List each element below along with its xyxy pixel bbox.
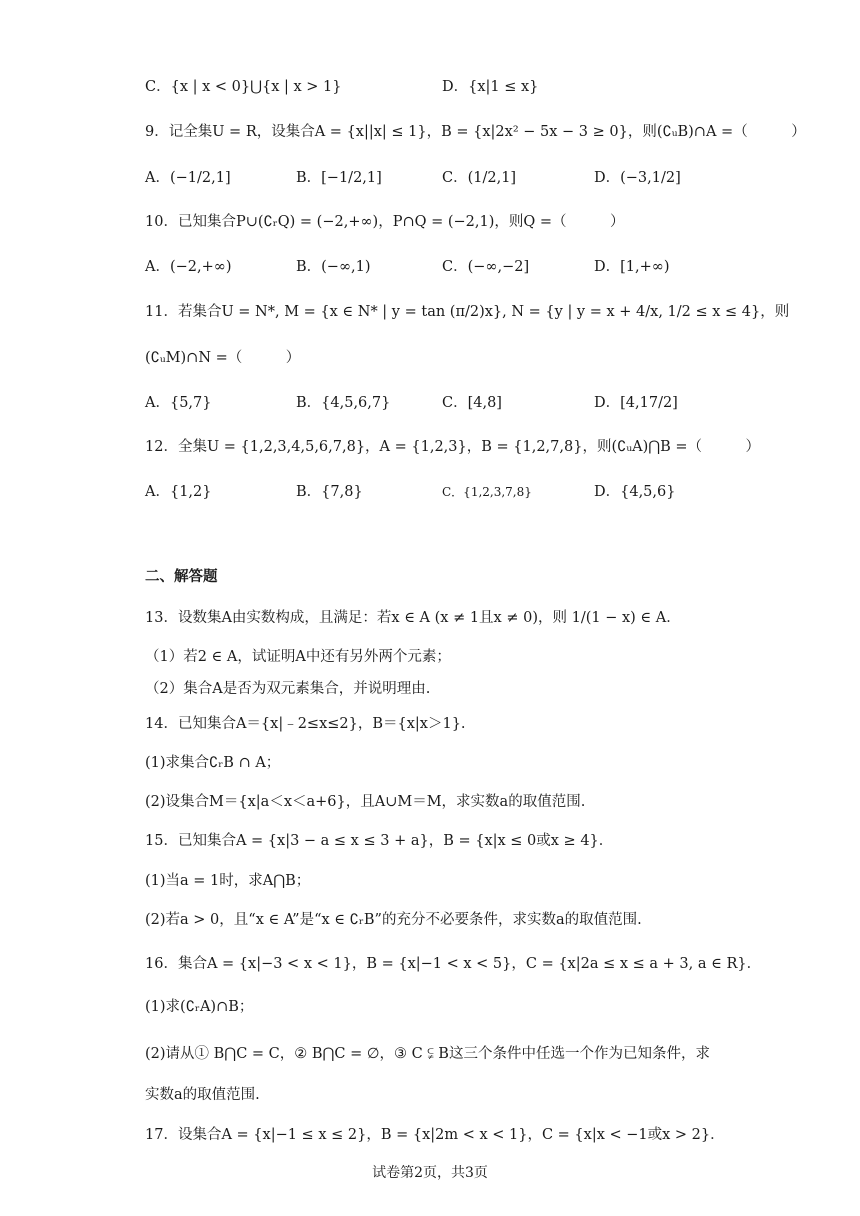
question-9: 9．记全集U = R，设集合A = {x||x| ≤ 1}，B = {x|2x² − 5x − 3 ≥ 0}，则(∁ᵤB)∩A =（ ）: [145, 124, 806, 140]
question-16-part2: (2)请从① B⋂C = C，② B⋂C = ∅，③ C ⫋ B这三个条件中任选一个作为已知条件，求: [145, 1046, 710, 1062]
question-14: 14．已知集合A＝{x|﹣2≤x≤2}，B＝{x|x＞1}.: [145, 716, 466, 732]
option-c-q11: C．[4,8]: [442, 395, 502, 411]
option-b-q9: B．[−1/2,1]: [296, 170, 382, 186]
option-d-q9: D．(−3,1/2]: [594, 170, 681, 186]
question-16-part2-cont: 实数a的取值范围.: [145, 1087, 260, 1103]
option-b-q11: B．{4,5,6,7}: [296, 395, 391, 411]
option-c-q12: C．{1,2,3,7,8}: [442, 485, 532, 499]
option-a-q11: A．{5,7}: [145, 395, 212, 411]
question-16: 16．集合A = {x|−3 < x < 1}，B = {x|−1 < x < 5}，C = {x|2a ≤ x ≤ a + 3, a ∈ R}．: [145, 956, 762, 972]
question-16-part1: (1)求(∁ᵣA)∩B；: [145, 999, 254, 1015]
option-a-q10: A．(−2,+∞): [145, 259, 232, 275]
question-10: 10．已知集合P∪(∁ᵣQ) = (−2,+∞)，P∩Q = (−2,1)，则Q =（ ）: [145, 214, 625, 230]
question-15: 15．已知集合A = {x|3 − a ≤ x ≤ 3 + a}，B = {x|x ≤ 0或x ≥ 4}．: [145, 833, 614, 849]
question-15-part2: (2)若a > 0，且“x ∈ A”是“x ∈ ∁ᵣB”的充分不必要条件，求实数a的取值范围.: [145, 912, 642, 928]
question-15-part1: (1)当a = 1时，求A⋂B；: [145, 873, 311, 889]
option-c-q8: C．{x | x < 0}⋃{x | x > 1}: [145, 79, 342, 95]
question-14-part1: (1)求集合∁ᵣB ∩ A；: [145, 755, 281, 771]
option-d-q8: D．{x|1 ≤ x}: [442, 79, 539, 95]
option-a-q12: A．{1,2}: [145, 484, 212, 500]
question-13: 13．设数集A由实数构成，且满足：若x ∈ A (x ≠ 1且x ≠ 0)，则 1/(1 − x) ∈ A．: [145, 610, 681, 626]
option-d-q11: D．[4,17/2]: [594, 395, 678, 411]
question-13-part1: （1）若2 ∈ A，试证明A中还有另外两个元素；: [145, 649, 451, 665]
option-d-q12: D．{4,5,6}: [594, 484, 676, 500]
question-12: 12．全集U = {1,2,3,4,5,6,7,8}，A = {1,2,3}，B = {1,2,7,8}，则(∁ᵤA)⋂B =（ ）: [145, 439, 761, 455]
option-c-q10: C．(−∞,−2]: [442, 259, 530, 275]
question-17: 17．设集合A = {x|−1 ≤ x ≤ 2}，B = {x|2m < x < 1}，C = {x|x < −1或x > 2}．: [145, 1127, 725, 1143]
option-b-q10: B．(−∞,1): [296, 259, 371, 275]
option-b-q12: B．{7,8}: [296, 484, 363, 500]
question-13-part2: （2）集合A是否为双元素集合，并说明理由.: [145, 681, 431, 697]
option-c-q9: C．(1/2,1]: [442, 170, 517, 186]
question-11: 11．若集合U = N*, M = {x ∈ N* | y = tan (π/2)x}, N = {y | y = x + 4/x, 1/2 ≤ x ≤ 4}，则: [145, 304, 790, 320]
question-11-cont: (∁ᵤM)∩N =（ ）: [145, 350, 301, 366]
option-a-q9: A．(−1/2,1]: [145, 170, 231, 186]
page-footer: 试卷第2页，共3页: [372, 1165, 488, 1181]
option-d-q10: D．[1,+∞): [594, 259, 670, 275]
question-14-part2: (2)设集合M＝{x|a＜x＜a+6}，且A∪M＝M，求实数a的取值范围.: [145, 794, 586, 810]
section-title: 二、解答题: [145, 568, 218, 585]
